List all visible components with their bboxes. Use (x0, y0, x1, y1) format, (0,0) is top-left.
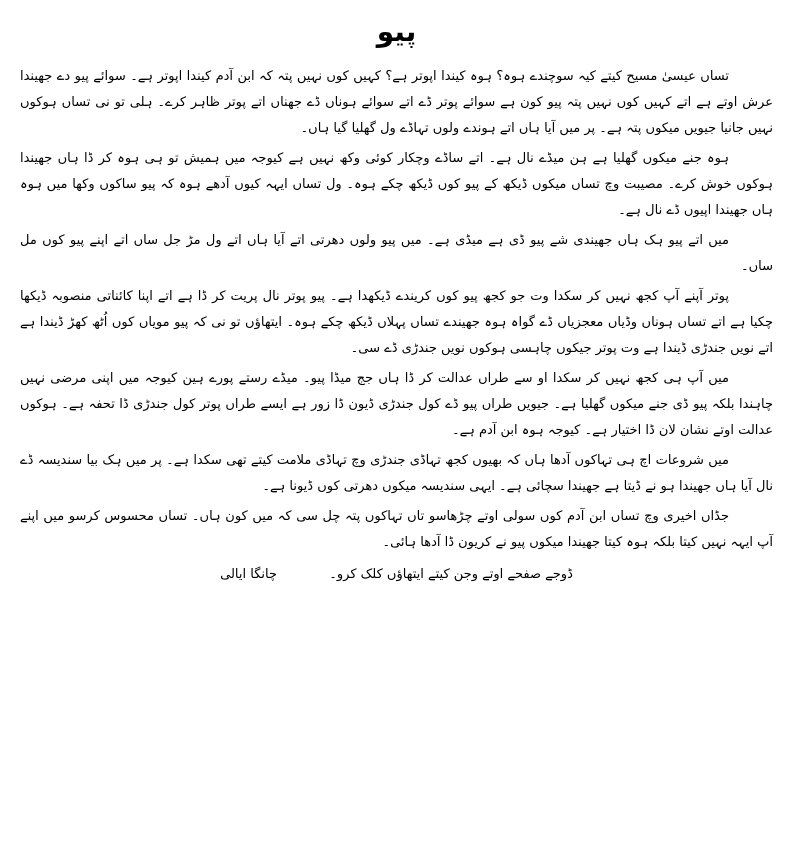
text-line: ہوہ جنے میکوں گھلیا ہے ہن میڈے نال ہے۔ اتے ساڈے وچکار کوئی وکھ نہیں ہے کیوجہ میں ہمیش تو ہی ہوہ کر ڈا ہاں جھیندا (20, 151, 729, 166)
text-line: آپ ایہہ نہیں کیتا بلکہ ہوہ کیتا جھیندا میکوں پیو نے کریون ڈا آدھا ہائی۔ (382, 535, 773, 550)
text-line: عرش اوتے ہے اتے کہیں کوں نہیں پتہ پیو کون ہے سوائے پوتر ڈے اتے سوائے ہوناں ڈے جھناں اتے پوتر ظاہر کرے۔ ہلی تو نی تساں (61, 95, 773, 110)
paragraph-5 (20, 366, 773, 444)
text-line: جھیندا اپیوں ڈے نال ہے۔ (618, 203, 748, 218)
text-line: سندیسہ ڈے نال آیا ہاں جھیندا ہو نے ڈیتا ہے جھیندا سچائی ہے۔ ایہی سندیسہ میکوں دھرتی کوں ڈیونا ہے۔ (20, 453, 773, 494)
text-line: ڈیندا ہے اتے نویں جندڑی ڈیندا ہے وت پوتر جیکوں چاہسی ہوکوں نویں جندڑی ڈے سی۔ (20, 315, 773, 356)
text-line: جڈاں اخیری وچ تساں ابن آدم کوں سولی اوتے چڑھاسو تاں تہاکوں پتہ چل سی کہ میں کون ہاں۔ تساں محسوس کرسو میں اپنے (20, 509, 729, 524)
text-line: عدالت اوتے نشان لان ڈا اختیار ہے۔ کیوجہ ہوہ ابن آدم ہے۔ (451, 423, 773, 438)
text-line: ہوکوں نہیں جانیا جیویں میکوں پتہ ہے۔ پر میں آیا ہاں اتے ہوندے ولوں تہاڈے ول گھلیا گیا ہاں۔ (20, 95, 773, 136)
next-page-link[interactable]: چانگا ایالی (220, 567, 277, 582)
text-line: ڈیکھا چکیا ہے اتے تساں ہوناں وڈیاں معجزیاں ڈے گواہ ہوہ جھیندے تساں پہلاں ڈیکھ چکے ہوہ۔ ایتھاؤں تو نی کہ پیو مویاں کوں اُٹھ کھڑ (20, 289, 773, 330)
next-page-instruction: ڈوجے صفحے اوتے وجن کیتے ایتھاؤں کلک کرو۔ (329, 567, 573, 582)
paragraph-1 (20, 64, 773, 142)
document-body (20, 64, 773, 556)
paragraph-6 (20, 448, 773, 500)
text-line: کوں مل ساں۔ (20, 233, 773, 274)
text-line: پوتر آپنے آپ کجھ نہیں کر سکدا وت جو کجھ پیو کوں کریندے ڈیکھدا ہے۔ پیو پوتر نال پریت کر ڈا ہے اتے اپنا کائناتی منصوبہ (51, 289, 729, 304)
text-line: ہوکوں خوش کرے۔ مصیبت وچ تساں میکوں ڈیکھ کے پیو کوں ڈیکھ چکے ہوہ۔ ول تساں ایہہ کیوں آدھے ہوہ کہ پیو ساکوں وکھا میں ہوہ ہاں (20, 177, 773, 218)
text-line: میں اتے پیو ہک ہاں جھیندی شے پیو ڈی ہے میڈی ہے۔ میں پیو ولوں دھرتی اتے آیا ہاں اتے ول مڑ جل ساں اتے اپنے پیو (69, 233, 729, 248)
paragraph-2 (20, 146, 773, 224)
page-title: پیو (376, 15, 417, 48)
text-line: میں شروعات اچ ہی تہاکوں آدھا ہاں کہ بھیوں کجھ تہاڈی جندڑی وچ تہاڈی ملامت کیتے تھی سکدا ہے۔ پر میں ہک بیا (86, 453, 729, 468)
text-line: میں آپ ہی کجھ نہیں کر سکدا او سے طراں عدالت کر ڈا ہاں جج میڈا پیو۔ میڈے رستے پورے ہین کیوجہ میں اپنی مرضی نہیں (20, 371, 729, 386)
paragraph-4 (20, 284, 773, 362)
footer-navigation (20, 562, 773, 588)
paragraph-7 (20, 504, 773, 556)
text-line: تساں عیسیٰ مسیح کیتے کیہ سوچندے ہوہ؟ ہوہ کیندا اپوتر ہے؟ کہیں کوں نہیں پتہ کہ ابن آدم کیندا اپوتر ہے۔ سوائے پیو دے جھیندا (20, 69, 729, 84)
text-line: چاہندا بلکہ پیو ڈی جنے میکوں گھلیا ہے۔ جیویں طراں پیو ڈے کول جندڑی ڈیون ڈا زور ہے ایسے طراں پوتر کول جندڑی ڈا تحفہ ہے۔ ہوکوں (20, 397, 773, 412)
paragraph-3 (20, 228, 773, 280)
